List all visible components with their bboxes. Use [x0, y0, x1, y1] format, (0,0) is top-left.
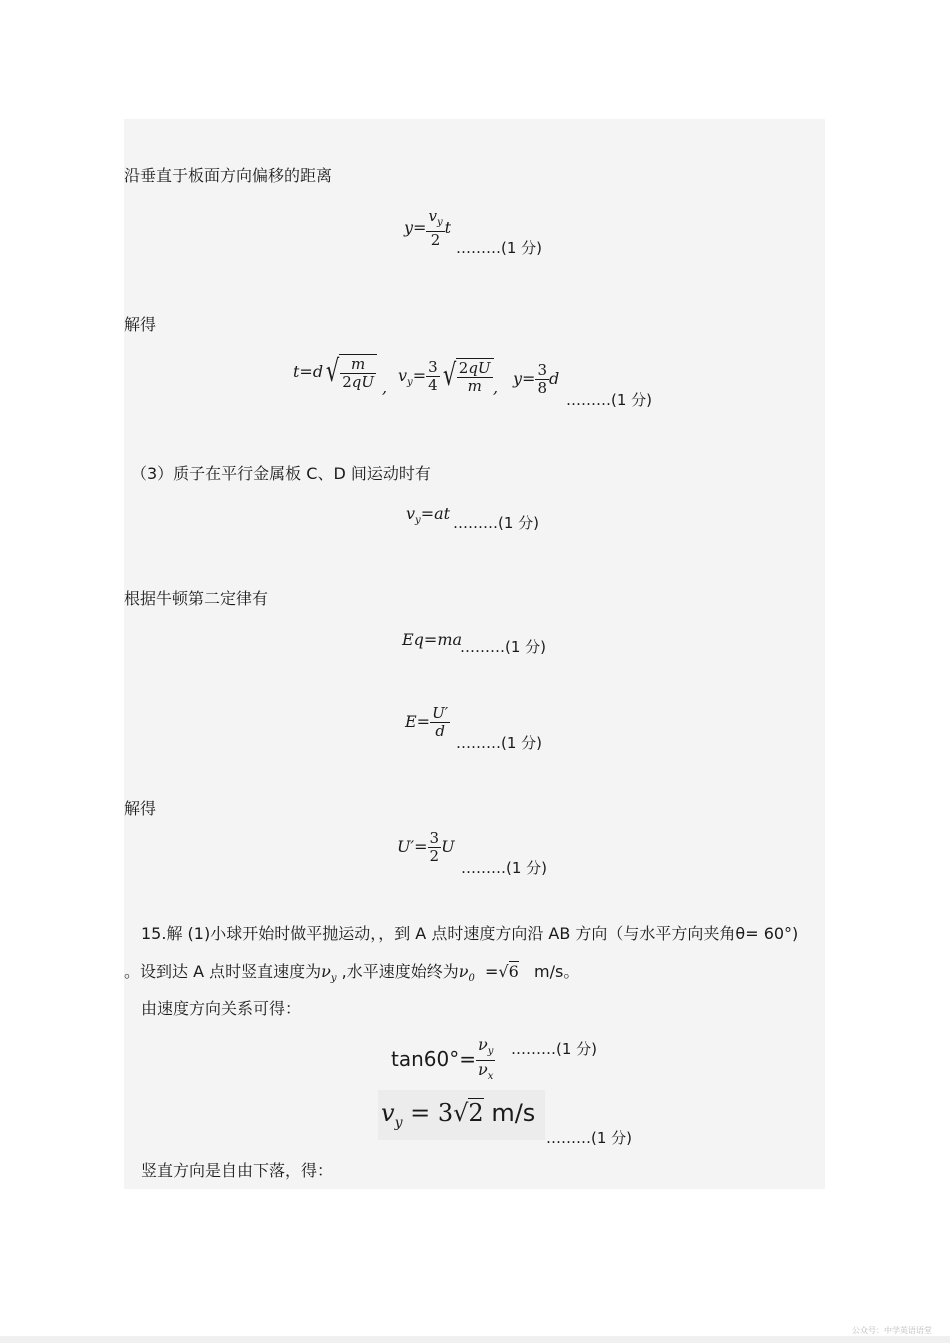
score-mark: ………(1 分) — [511, 1040, 598, 1058]
text-line: 根据牛顿第二定律有 — [124, 589, 269, 608]
text-line: 解得 — [124, 315, 157, 334]
score-mark: ………(1 分) — [456, 239, 543, 257]
equation-t: t=d √ $\frac{m}{2qU}$ — [293, 354, 377, 391]
equation-e: E= $\frac{U'}{d}$ — [405, 704, 449, 740]
score-mark: ………(1 分) — [460, 638, 547, 656]
score-mark: ………(1 分) — [546, 1129, 633, 1147]
equation-tan60: tan60°= $\frac{\nu_y}{\nu_x}$ — [391, 1035, 494, 1082]
score-mark: ………(1 分) — [453, 514, 540, 532]
score-mark: ………(1 分) — [461, 859, 548, 877]
text-line: 由速度方向关系可得： — [141, 999, 302, 1018]
text-line: 沿垂直于板面方向偏移的距离 — [124, 166, 333, 185]
equation-vy-at: $v_y=at$ — [406, 504, 451, 526]
symbol-vy: $\nu_y$ — [321, 962, 337, 984]
text-line: 。设到达 A 点时竖直速度为$\nu_y$ ,水平速度始终为$\nu_0 =√6$ m/s。 — [124, 962, 580, 984]
equation-y2: y= $\frac{3}{8}$ d — [513, 361, 560, 397]
equation-u-prime: U′= $\frac{3}{2}$ U — [397, 829, 455, 865]
symbol-v0: $\nu_0$ — [458, 962, 475, 984]
score-mark: ………(1 分) — [456, 734, 543, 752]
comma: , — [493, 378, 499, 397]
text-line: 15.解 (1)小球开始时做平抛运动，，到 A 点时速度方向沿 AB 方向（与水平方向夹角θ= 60°) — [141, 924, 799, 943]
comma: , — [382, 378, 388, 397]
equation-vy-result: $v_y = 3√2$ m/s — [381, 1099, 536, 1131]
page-footer — [0, 1336, 950, 1343]
text-line: （3）质子在平行金属板 C、D 间运动时有 — [131, 464, 431, 483]
sqrt-6: √6 — [498, 962, 519, 981]
equation-vy: $v_y=$ $\frac{3}{4}$ √ $\frac{2qU}{m}$ — [398, 358, 494, 395]
equation-y: y= $\frac{v_y}{2}$ t — [404, 207, 452, 249]
equation-eq-ma: Eq=ma — [402, 630, 463, 649]
text-line: 解得 — [124, 799, 157, 818]
text-line: 竖直方向是自由下落，得： — [141, 1161, 334, 1180]
score-mark: ………(1 分) — [566, 391, 653, 409]
watermark: 公众号：中学英语语堂 — [852, 1326, 932, 1335]
